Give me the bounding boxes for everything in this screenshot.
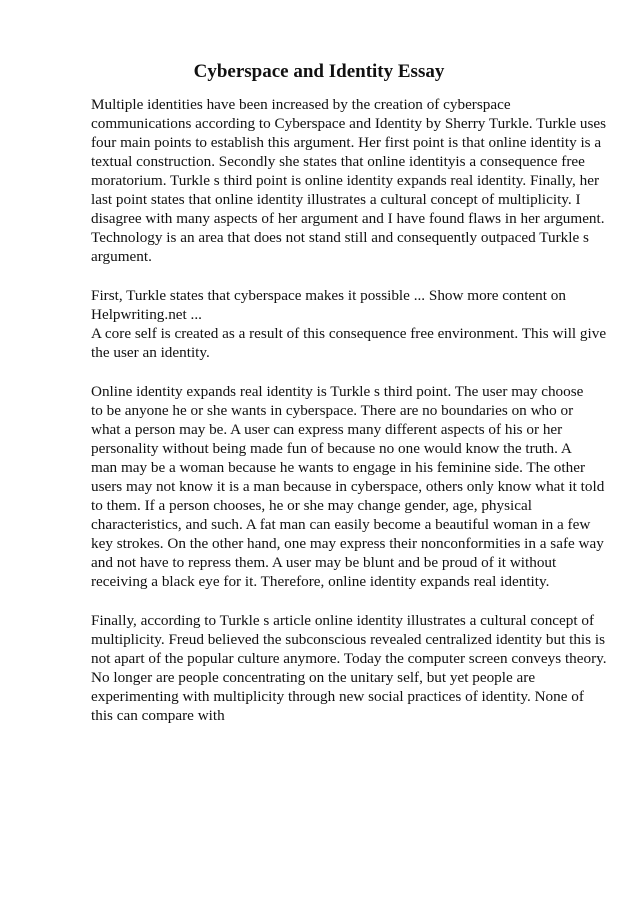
text-line: textual construction. Secondly she states that online identityis a consequence free	[91, 153, 585, 170]
text-line: A core self is created as a result of this consequence free environment. This will give	[91, 325, 607, 342]
text-line: personality without being made fun of because no one would know the truth. A	[91, 440, 572, 457]
text-line: man may be a woman because he wants to engage in his feminine side. The other	[91, 459, 586, 476]
text-line: Helpwriting.net ...	[91, 306, 202, 323]
text-line: receiving a black eye for it. Therefore, online identity expands real identity.	[91, 573, 550, 590]
paragraph-2	[91, 286, 607, 362]
text-line: and not have to repress them. A user may be blunt and be proud of it without	[91, 554, 557, 571]
text-line: Finally, according to Turkle s article online identity illustrates a cultural concept of	[91, 612, 595, 629]
paragraph-4	[91, 611, 607, 725]
text-line: multiplicity. Freud believed the subconscious revealed centralized identity but this is	[91, 631, 605, 648]
text-line: not apart of the popular culture anymore. Today the computer screen conveys theory.	[91, 650, 607, 667]
document-body	[91, 95, 607, 745]
text-line: argument.	[91, 248, 152, 265]
text-line: users may not know it is a man because in cyberspace, others only know what it told	[91, 478, 605, 495]
text-line: communications according to Cyberspace and Identity by Sherry Turkle. Turkle uses	[91, 115, 607, 132]
text-line: Online identity expands real identity is Turkle s third point. The user may choose	[91, 383, 584, 400]
text-line: Technology is an area that does not stand still and consequently outpaced Turkle s	[91, 229, 589, 246]
text-line: moratorium. Turkle s third point is online identity expands real identity. Finally, her	[91, 172, 600, 189]
text-line: disagree with many aspects of her argument and I have found flaws in her argument.	[91, 210, 605, 227]
paragraph-3	[91, 382, 605, 591]
text-line: Multiple identities have been increased by the creation of cyberspace	[91, 96, 511, 113]
text-line: experimenting with multiplicity through new social practices of identity. None of	[91, 688, 584, 705]
text-line: First, Turkle states that cyberspace makes it possible ... Show more content on	[91, 287, 566, 304]
paragraph-1	[91, 95, 607, 266]
text-line: last point states that online identity illustrates a cultural concept of multiplicity. I	[91, 191, 581, 208]
text-line: four main points to establish this argument. Her first point is that online identity is a	[91, 134, 602, 151]
text-line: key strokes. On the other hand, one may express their nonconformities in a safe way	[91, 535, 604, 552]
document-title: Cyberspace and Identity Essay	[193, 61, 445, 82]
text-line: what a person may be. A user can express many different aspects of his or her	[91, 421, 563, 438]
text-line: characteristics, and such. A fat man can easily become a beautiful woman in a few	[91, 516, 591, 533]
text-line: No longer are people concentrating on the unitary self, but yet people are	[91, 669, 536, 686]
text-line: to them. If a person chooses, he or she may change gender, age, physical	[91, 497, 532, 514]
text-line: the user an identity.	[91, 344, 210, 361]
text-line: to be anyone he or she wants in cyberspace. There are no boundaries on who or	[91, 402, 574, 419]
text-line: this can compare with	[91, 707, 225, 724]
